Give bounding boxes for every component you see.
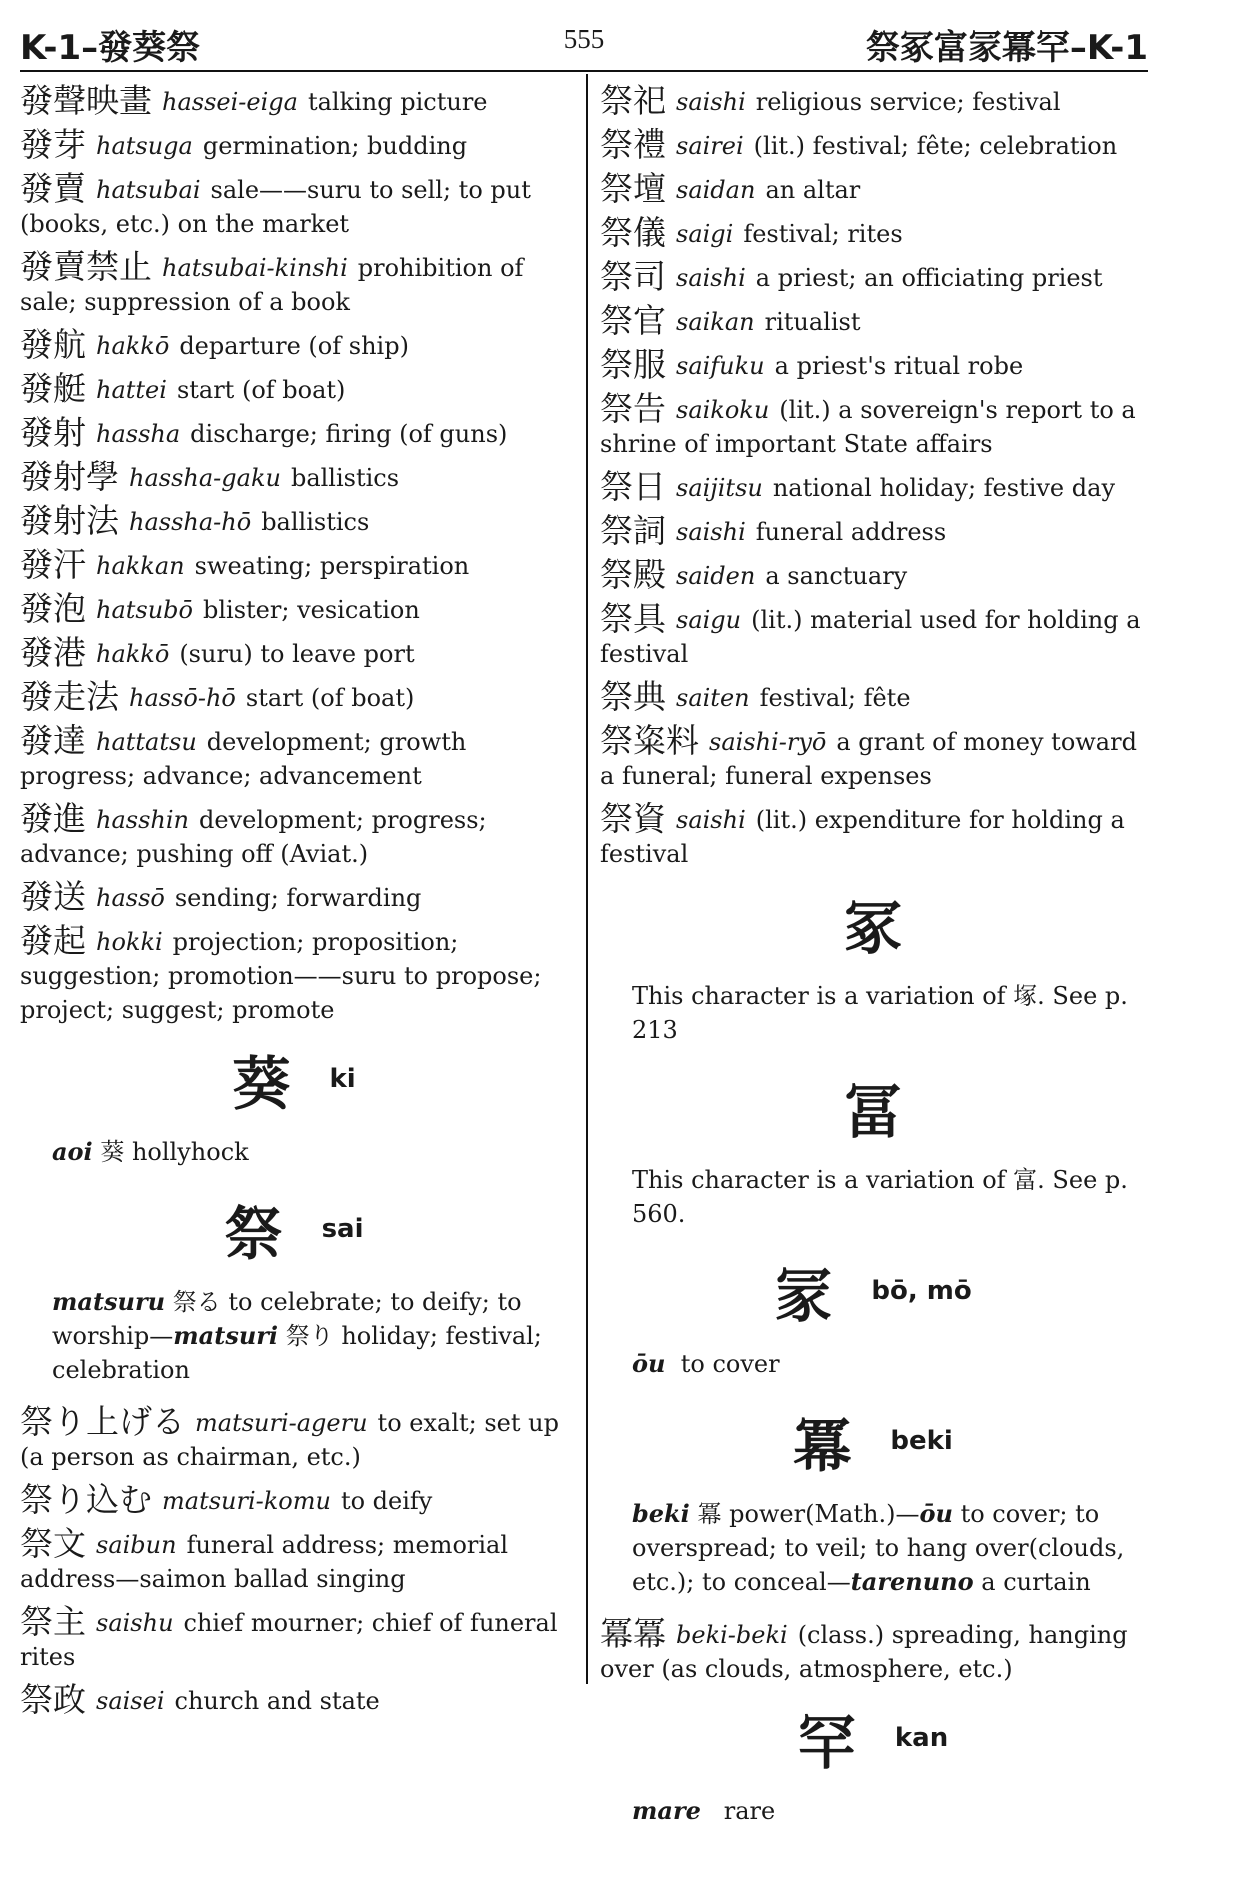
entry-definition: start (of boat): [245, 684, 415, 712]
dictionary-entry: [600, 81, 1146, 120]
entry-definition: national holiday; festive day: [772, 474, 1115, 502]
dictionary-entry: [600, 555, 1146, 594]
dictionary-entry: [20, 457, 568, 496]
body-definition: power(Math.)—: [729, 1500, 920, 1528]
entry-romaji: hatsubō: [96, 596, 193, 624]
dictionary-entry: [600, 721, 1146, 793]
right-entry-list: [600, 81, 1146, 871]
entry-romaji: saisei: [96, 1687, 165, 1715]
entry-kanji: 祭典: [600, 677, 666, 716]
entry-romaji: saishi: [676, 88, 746, 116]
entry-definition: to deify: [340, 1487, 433, 1515]
body-kanji: 祭る: [172, 1288, 221, 1316]
dictionary-entry: [600, 345, 1146, 384]
headword-reading: ki: [329, 1064, 356, 1094]
entry-definition: (lit.) a sovereign's report to a shrine of important State affairs: [600, 396, 1136, 458]
entry-definition: blister; vesication: [203, 596, 420, 624]
entry-definition: ritualist: [764, 308, 861, 336]
entry-definition: projection; proposition; suggestion; promotion——suru to propose; project; suggest; promote: [20, 928, 542, 1024]
entry-kanji: 發汗: [20, 545, 86, 584]
entry-kanji: 發送: [20, 877, 86, 916]
entry-kanji: 發射: [20, 413, 86, 452]
headword-kanji: 冡: [774, 1262, 833, 1330]
entry-definition: funeral address; memorial address—saimon ballad singing: [20, 1531, 509, 1593]
entry-kanji: 發賣: [20, 169, 86, 208]
dictionary-entry: [20, 169, 568, 241]
headword-ki: [20, 1037, 568, 1121]
headword-reading: beki: [890, 1426, 953, 1456]
entry-kanji: 祭儀: [600, 213, 666, 252]
entry-romaji: sairei: [676, 132, 744, 160]
entry-definition: religious service; festival: [755, 88, 1061, 116]
entry-romaji: saibun: [96, 1531, 177, 1559]
headword-note: This character is a variation of 塚. See p. 213: [632, 982, 1128, 1044]
entry-romaji: saijitsu: [676, 474, 763, 502]
dictionary-entry: [600, 257, 1146, 296]
entry-romaji: saikan: [676, 308, 755, 336]
dictionary-entry: [600, 301, 1146, 340]
left-entry-list: [20, 1402, 568, 1719]
entry-romaji: beki-beki: [676, 1621, 788, 1649]
body-romaji: matsuru: [52, 1287, 166, 1316]
headword-reading: kan: [894, 1723, 949, 1753]
entry-romaji: saiden: [676, 562, 756, 590]
headword-body: [20, 1285, 568, 1387]
entry-romaji: hassō: [96, 884, 165, 912]
entry-kanji: 祭資: [600, 799, 666, 838]
headword-kanji: 冢: [843, 894, 902, 962]
entry-definition: prohibition of sale; suppression of a book: [20, 254, 524, 316]
entry-definition: sweating; perspiration: [194, 552, 470, 580]
headword-body: [600, 1497, 1146, 1599]
dictionary-entry: [20, 721, 568, 793]
entry-kanji: 發射學: [20, 457, 119, 496]
entry-definition: an altar: [765, 176, 861, 204]
entry-kanji: 發泡: [20, 589, 86, 628]
entry-kanji: 發走法: [20, 677, 119, 716]
dictionary-entry: [20, 677, 568, 716]
entry-romaji: saishi-ryō: [709, 728, 827, 756]
entry-definition: (suru) to leave port: [179, 640, 415, 668]
entry-romaji: saikoku: [676, 396, 770, 424]
header-left-guide: K-1–發葵祭: [20, 28, 201, 68]
dictionary-entry: [20, 545, 568, 584]
headword-kanji: 祭: [224, 1200, 283, 1268]
dictionary-entry: [20, 633, 568, 672]
entry-romaji: hatsuga: [96, 132, 193, 160]
entry-kanji: 冪冪: [600, 1614, 666, 1653]
entry-romaji: hakkan: [96, 552, 185, 580]
entry-kanji: 祭服: [600, 345, 666, 384]
dictionary-entry: [20, 921, 568, 1027]
entry-kanji: 發航: [20, 325, 86, 364]
entry-kanji: 祭司: [600, 257, 666, 296]
entry-kanji: 祭詞: [600, 511, 666, 550]
headword-body: [20, 1135, 568, 1169]
entry-romaji: hassō-hō: [129, 684, 236, 712]
entry-definition: a priest's ritual robe: [774, 352, 1024, 380]
dictionary-entry: [600, 125, 1146, 164]
entry-romaji: saigu: [676, 606, 742, 634]
entry-definition: ballistics: [261, 508, 370, 536]
entry-definition: (lit.) festival; fête; celebration: [753, 132, 1118, 160]
entry-romaji: saigi: [676, 220, 734, 248]
column-divider: [586, 74, 588, 1684]
dictionary-entry: [20, 589, 568, 628]
body-kanji: 冪: [697, 1500, 722, 1528]
entry-kanji: 發芽: [20, 125, 86, 164]
entry-definition: (lit.) material used for holding a festival: [600, 606, 1141, 668]
entry-definition: a sanctuary: [765, 562, 908, 590]
entry-kanji: 祭政: [20, 1680, 86, 1719]
entry-kanji: 祭官: [600, 301, 666, 340]
entry-romaji: saishu: [96, 1609, 174, 1637]
entry-romaji: hokki: [96, 928, 163, 956]
body-definition: hollyhock: [131, 1138, 249, 1166]
headword-kanji: 罕: [797, 1709, 856, 1777]
dictionary-entry: [20, 1480, 568, 1519]
dictionary-entry: [600, 169, 1146, 208]
headword-kanji: 冪: [793, 1412, 852, 1480]
entry-romaji: matsuri-ageru: [195, 1409, 368, 1437]
dictionary-entry: [600, 677, 1146, 716]
entry-definition: start (of boat): [176, 376, 346, 404]
body-romaji: aoi: [52, 1137, 93, 1166]
entry-definition: ballistics: [290, 464, 400, 492]
dictionary-entry: [20, 877, 568, 916]
entry-definition: sending; forwarding: [174, 884, 422, 912]
entry-romaji: hassha-gaku: [129, 464, 281, 492]
dictionary-entry: [20, 325, 568, 364]
entry-kanji: 祭告: [600, 389, 666, 428]
dictionary-entry: [600, 1614, 1146, 1686]
header-rule: [20, 70, 1148, 72]
headword-kanji: 葵: [232, 1050, 291, 1118]
dictionary-entry: [600, 599, 1146, 671]
body-definition: rare: [723, 1797, 776, 1825]
entry-romaji: hattei: [96, 376, 167, 404]
entry-definition: germination; budding: [202, 132, 468, 160]
entry-kanji: 祭祀: [600, 81, 666, 120]
dictionary-entry: [600, 213, 1146, 252]
page-number: 555: [563, 24, 605, 54]
body-romaji: ōu: [632, 1349, 666, 1378]
entry-kanji: 祭日: [600, 467, 666, 506]
entry-romaji: hassha: [96, 420, 181, 448]
entry-romaji: matsuri-komu: [162, 1487, 331, 1515]
entry-definition: a grant of money toward a funeral; funeral expenses: [600, 728, 1137, 790]
body-definition: a curtain: [981, 1568, 1091, 1596]
body-romaji: matsuri: [173, 1321, 279, 1350]
dictionary-entry: [600, 389, 1146, 461]
entry-definition: a priest; an officiating priest: [755, 264, 1103, 292]
header-right-guide: 祭冢富冡冪罕–K-1: [865, 28, 1148, 68]
entry-romaji: saiten: [676, 684, 750, 712]
dictionary-entry: [20, 125, 568, 164]
body-kanji: 祭り: [285, 1322, 334, 1350]
entry-romaji: hattatsu: [96, 728, 197, 756]
entry-definition: development; progress; advance; pushing off (Aviat.): [20, 806, 487, 868]
entry-romaji: hassei-eiga: [162, 88, 298, 116]
entry-kanji: 祭文: [20, 1524, 86, 1563]
headword-reading: bō, mō: [871, 1276, 972, 1306]
entry-kanji: 發起: [20, 921, 86, 960]
headword-body: [600, 1347, 1146, 1381]
body-romaji: beki: [632, 1499, 690, 1528]
body-romaji: tarenuno: [850, 1567, 974, 1596]
entry-romaji: saishi: [676, 806, 746, 834]
entry-romaji: hakkō: [96, 332, 170, 360]
entry-kanji: 發達: [20, 721, 86, 760]
entry-kanji: 祭り込む: [20, 1480, 152, 1519]
entry-romaji: hasshin: [96, 806, 189, 834]
dictionary-entry: [600, 799, 1146, 871]
right-column: [600, 81, 1146, 1846]
entry-romaji: saishi: [676, 264, 746, 292]
dictionary-entry: [20, 501, 568, 540]
dictionary-entry: [20, 1524, 568, 1596]
entry-kanji: 發聲映畫: [20, 81, 152, 120]
dictionary-entry: [20, 799, 568, 871]
body-romaji: ōu: [919, 1499, 953, 1528]
entry-definition: festival; fête: [759, 684, 911, 712]
dictionary-entry: [20, 1402, 568, 1474]
body-romaji: mare: [632, 1796, 701, 1825]
headword-sai: [20, 1187, 568, 1271]
entry-romaji: saifuku: [676, 352, 765, 380]
entry-kanji: 祭具: [600, 599, 666, 638]
entry-definition: discharge; firing (of guns): [190, 420, 508, 448]
entry-definition: funeral address: [755, 518, 947, 546]
headword-note: This character is a variation of 富. See p. 560.: [632, 1166, 1128, 1228]
headword-body: [600, 1794, 1146, 1828]
dictionary-entry: [600, 511, 1146, 550]
dictionary-entry: [20, 369, 568, 408]
page-header: [20, 14, 1148, 70]
body-definition: holiday; festival; celebration: [52, 1322, 542, 1384]
entry-kanji: 發賣禁止: [20, 247, 152, 286]
entry-definition: sale——suru to sell; to put (books, etc.) on the market: [20, 176, 531, 238]
entry-definition: departure (of ship): [179, 332, 409, 360]
body-definition: to cover; to overspread; to veil; to hang over(clouds, etc.); to conceal—: [632, 1500, 1125, 1596]
dictionary-entry: [600, 467, 1146, 506]
entry-romaji: hassha-hō: [129, 508, 252, 536]
dictionary-entry: [20, 1680, 568, 1719]
body-definition: to cover: [680, 1350, 780, 1378]
entry-romaji: hatsubai: [96, 176, 201, 204]
headword-chou: [600, 881, 1146, 965]
entry-kanji: 發艇: [20, 369, 86, 408]
entry-kanji: 祭粢料: [600, 721, 699, 760]
entry-kanji: 發射法: [20, 501, 119, 540]
entry-kanji: 祭殿: [600, 555, 666, 594]
entry-kanji: 祭禮: [600, 125, 666, 164]
dictionary-entry: [20, 247, 568, 319]
dictionary-entry: [20, 81, 568, 120]
entry-kanji: 發進: [20, 799, 86, 838]
entry-kanji: 祭壇: [600, 169, 666, 208]
entry-definition: talking picture: [307, 88, 488, 116]
body-definition: to celebrate; to deify; to worship—: [52, 1288, 522, 1350]
entry-definition: development; growth progress; advance; advancement: [20, 728, 467, 790]
right-entry-list: [600, 1614, 1146, 1686]
headword-reading: sai: [321, 1214, 364, 1244]
headword-kan: [600, 1696, 1146, 1780]
entry-definition: (class.) spreading, hanging over (as clouds, atmosphere, etc.): [600, 1621, 1128, 1683]
entry-definition: festival; rites: [743, 220, 903, 248]
entry-romaji: hatsubai-kinshi: [162, 254, 348, 282]
entry-definition: to exalt; set up (a person as chairman, etc.): [20, 1409, 559, 1471]
entry-definition: chief mourner; chief of funeral rites: [20, 1609, 558, 1671]
entry-definition: (lit.) expenditure for holding a festival: [600, 806, 1125, 868]
entry-romaji: hakkō: [96, 640, 170, 668]
dictionary-entry: [20, 1602, 568, 1674]
headword-beki: [600, 1399, 1146, 1483]
entry-definition: church and state: [174, 1687, 380, 1715]
left-column: [20, 81, 568, 1727]
headword-bou: [600, 1249, 1146, 1333]
entry-romaji: saidan: [676, 176, 756, 204]
entry-romaji: saishi: [676, 518, 746, 546]
entry-kanji: 發港: [20, 633, 86, 672]
body-kanji: 葵: [100, 1138, 125, 1166]
dictionary-entry: [20, 413, 568, 452]
headword-kanji: 冨: [843, 1078, 902, 1146]
headword-fu: [600, 1065, 1146, 1149]
entry-kanji: 祭主: [20, 1602, 86, 1641]
entry-kanji: 祭り上げる: [20, 1402, 185, 1441]
left-entry-list: [20, 81, 568, 1027]
